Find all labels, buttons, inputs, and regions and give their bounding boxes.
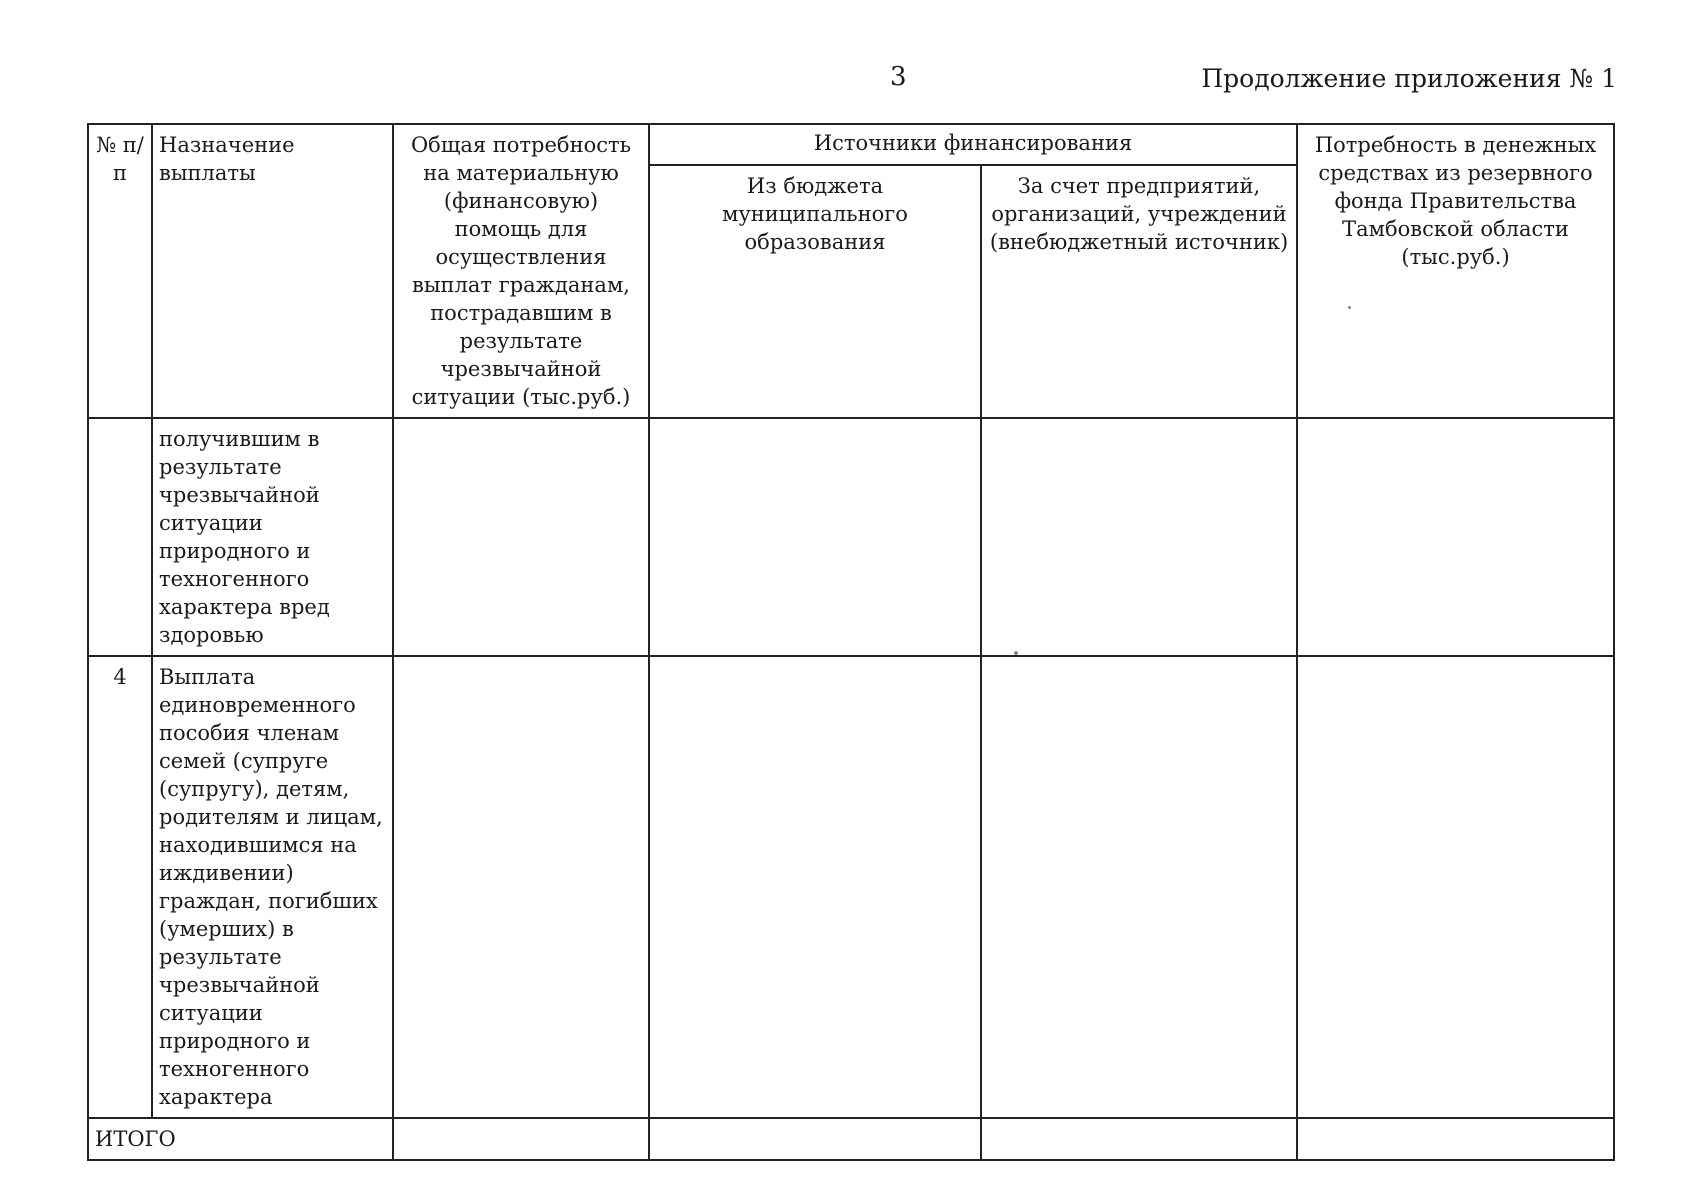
total-reserve-fund-cell — [1297, 1118, 1614, 1160]
header-number: № п/п — [88, 124, 152, 418]
header-source-budget: Из бюджета муниципального образования — [649, 165, 981, 418]
page-number: 3 — [890, 62, 907, 92]
total-enterprises-cell — [981, 1118, 1297, 1160]
table-row — [88, 656, 1614, 1118]
funding-table — [87, 123, 1615, 1161]
total-budget-cell — [649, 1118, 981, 1160]
scan-speck — [1348, 306, 1351, 309]
row-budget-cell — [649, 418, 981, 656]
header-source-enterprises: За счет предприятий, организаций, учреждений (внебюджетный источник) — [981, 165, 1297, 418]
total-row — [88, 1118, 1614, 1160]
header-reserve-fund-need: Потребность в денежных средствах из резервного фонда Правительства Тамбовской области (тыс.руб.) — [1297, 124, 1614, 418]
header-funding-sources: Источники финансирования — [649, 124, 1297, 165]
row-reserve-fund-cell — [1297, 418, 1614, 656]
row-number: 4 — [88, 656, 152, 1118]
total-need-cell — [393, 1118, 649, 1160]
row-total-need-cell — [393, 418, 649, 656]
row-reserve-fund-cell — [1297, 656, 1614, 1118]
row-enterprises-cell — [981, 656, 1297, 1118]
row-purpose: Выплата единовременного пособия членам семей (супруге (супругу), детям, родителям и лицам, находившимся на иждивении) граждан, погибших (умерших) в результате чрезвычайной ситуации природного и техногенного характера — [152, 656, 393, 1118]
table-row — [88, 418, 1614, 656]
row-enterprises-cell — [981, 418, 1297, 656]
row-number — [88, 418, 152, 656]
row-budget-cell — [649, 656, 981, 1118]
header-total-need: Общая потребность на материальную (финансовую) помощь для осуществления выплат гражданам, пострадавшим в результате чрезвычайной ситуации (тыс.руб.) — [393, 124, 649, 418]
row-purpose: получившим в результате чрезвычайной ситуации природного и техногенного характера вред здоровью — [152, 418, 393, 656]
total-label: ИТОГО — [88, 1118, 393, 1160]
scan-speck — [1014, 651, 1018, 655]
row-total-need-cell — [393, 656, 649, 1118]
appendix-continuation-note: Продолжение приложения № 1 — [1201, 64, 1617, 93]
header-purpose: Назначение выплаты — [152, 124, 393, 418]
